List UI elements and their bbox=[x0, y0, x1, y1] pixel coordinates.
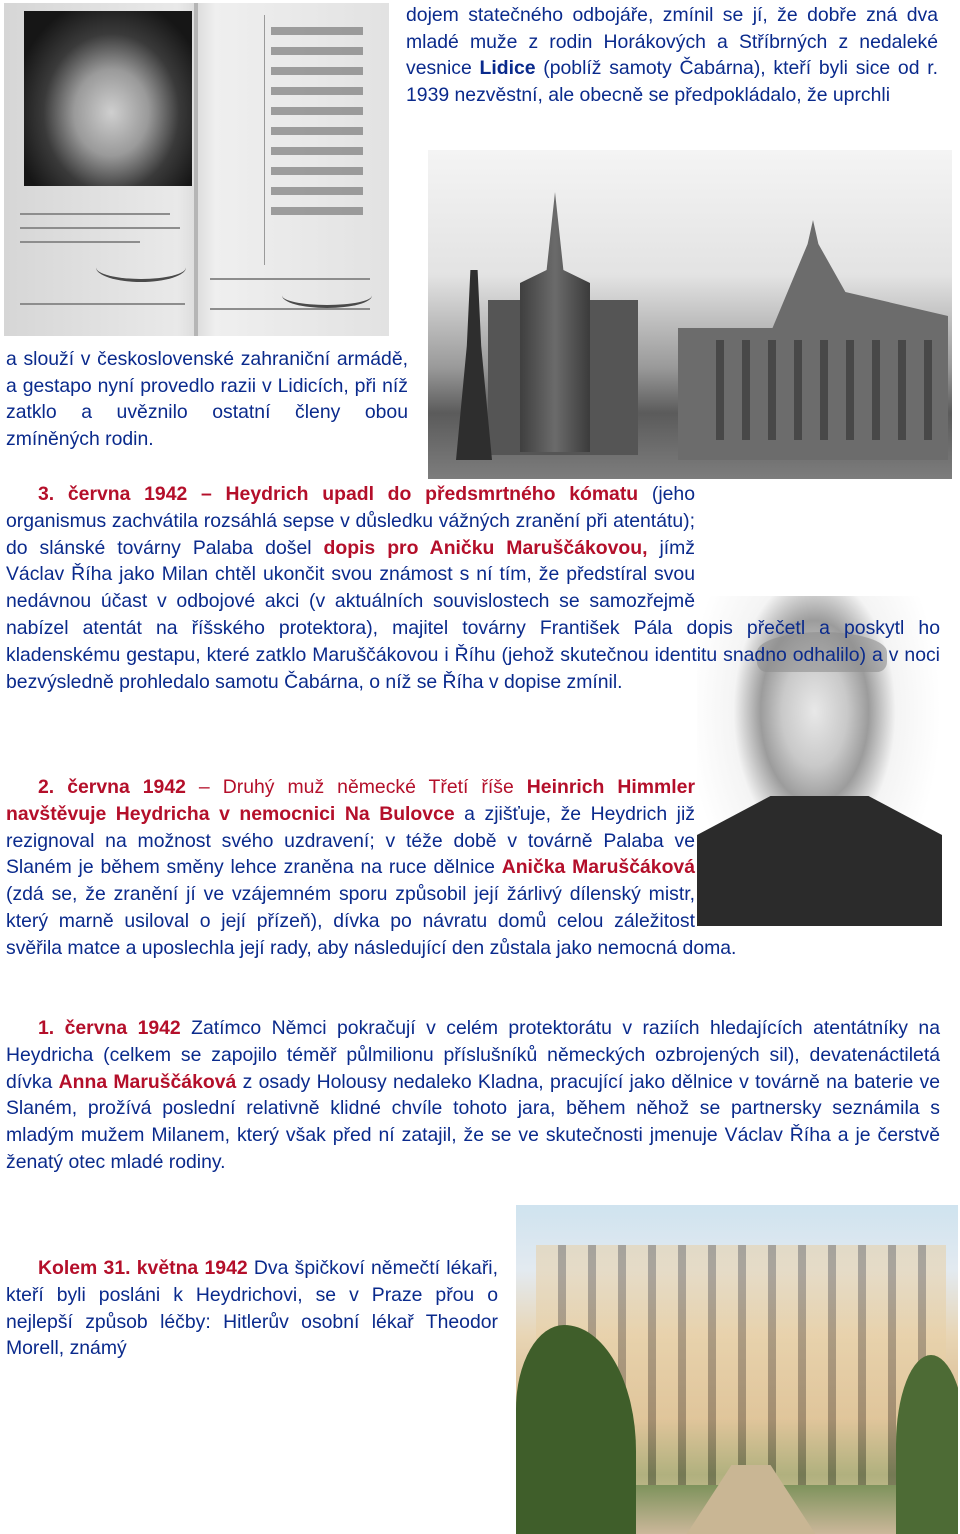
portrait-image bbox=[24, 11, 192, 186]
church-tower bbox=[520, 192, 590, 452]
card-fold bbox=[194, 3, 198, 336]
signature-mark bbox=[96, 253, 186, 282]
identity-card-photo bbox=[4, 3, 389, 336]
paragraph-june-2: 2. června 1942 – Druhý muž německé Třetí říše Heinrich Himmler navštěvuje Heydricha v nemocnici Na Bulovce a zjišťuje, že Heydrich již rezignoval na možnost svého uzdravení; v téže době v továrně Palaba ve Slaném je během směny lehce zraněna na ruce dělnice Anička Maruščáková (zdá se, že zranění jí ve vzájemném sporu způsobil její žárlivý dílenský mistr, který marně usiloval o její přízeň), dívka po návratu domů celou záležitost svěřila matce a uposlechla její rady, aby následující den zůstala jako nemocná doma. bbox=[6, 776, 737, 959]
paragraph-june-1: 1. června 1942 Zatímco Němci pokračují v celém protektorátu v raziích hledajících atentátníky na Heydricha (celkem se zapojilo téměř půlmilionu příslušníků německých ozbrojených sil), devatenáctiletá dívka Anna Maruščáková z osady Holousy nedaleko Kladna, pracující jako dělnice v továrně na baterie ve Slaném, prožívá poslední relativně klidné chvíle tohoto jara, během něhož se partnersky seznámila s mladým mužem Milanem, který však před ní zatajil, že se ve skutečnosti jmenuje Václav Říha a je čerstvě ženatý otec mladé rodiny. bbox=[6, 1017, 941, 1173]
plague-column bbox=[456, 270, 492, 460]
card-print-area bbox=[264, 15, 369, 265]
signature-mark bbox=[282, 283, 372, 308]
town-square-photo bbox=[428, 150, 952, 479]
paragraph-intro-right: dojem statečného odbojáře, zmínil se jí, že dobře zná dva mladé muže z rodin Horákových a Stříbrných z nedaleké vesnice Lidice (poblíž samoty Čabárna), kteří byli sice od r. 1939 nezvěstní, ale obecně se předpokládalo, že uprchli bbox=[406, 4, 939, 107]
paragraph-may-31: Kolem 31. května 1942 Dva špičkoví němečtí lékaři, kteří byli posláni k Heydrichovi, se v Praze přou o nejlepší způsob léčby: Hitlerův osobní lékař Theodor Morell, známý bbox=[6, 1257, 498, 1360]
paragraph-intro-left: a slouží v československé zahraniční armádě, a gestapo nyní provedlo razii v Lidicích, při níž zatklo a uvěznilo ostatní členy obou zmíněných rodin. bbox=[6, 348, 408, 450]
hospital-photo bbox=[516, 1205, 958, 1534]
paragraph-june-3: 3. června 1942 – Heydrich upadl do předsmrtného kómatu (jeho organismus zachvátila rozsáhlá sepse v důsledku vážných zranění při atentátu); do slánské továrny Palaba došel dopis pro Aničku Maruščákovou, jímž Václav Říha jako Milan chtěl ukončit svou známost s ní tím, že předstíral svou nedávnou účast v odbojové akci (v aktuálních souvislostech se samozřejmě nabízel atentát na říšského protektora), majitel továrny František Pála dopis přečetl a poskytl ho kladenskému gestapu, které zatklo Maruščákovou i Říhu (jehož skutečnou identitu snadno odhalilo) a v noci bezvýsledně prohledalo samotu Čabárna, o níž se Říha v dopise zmínil. bbox=[6, 483, 940, 693]
